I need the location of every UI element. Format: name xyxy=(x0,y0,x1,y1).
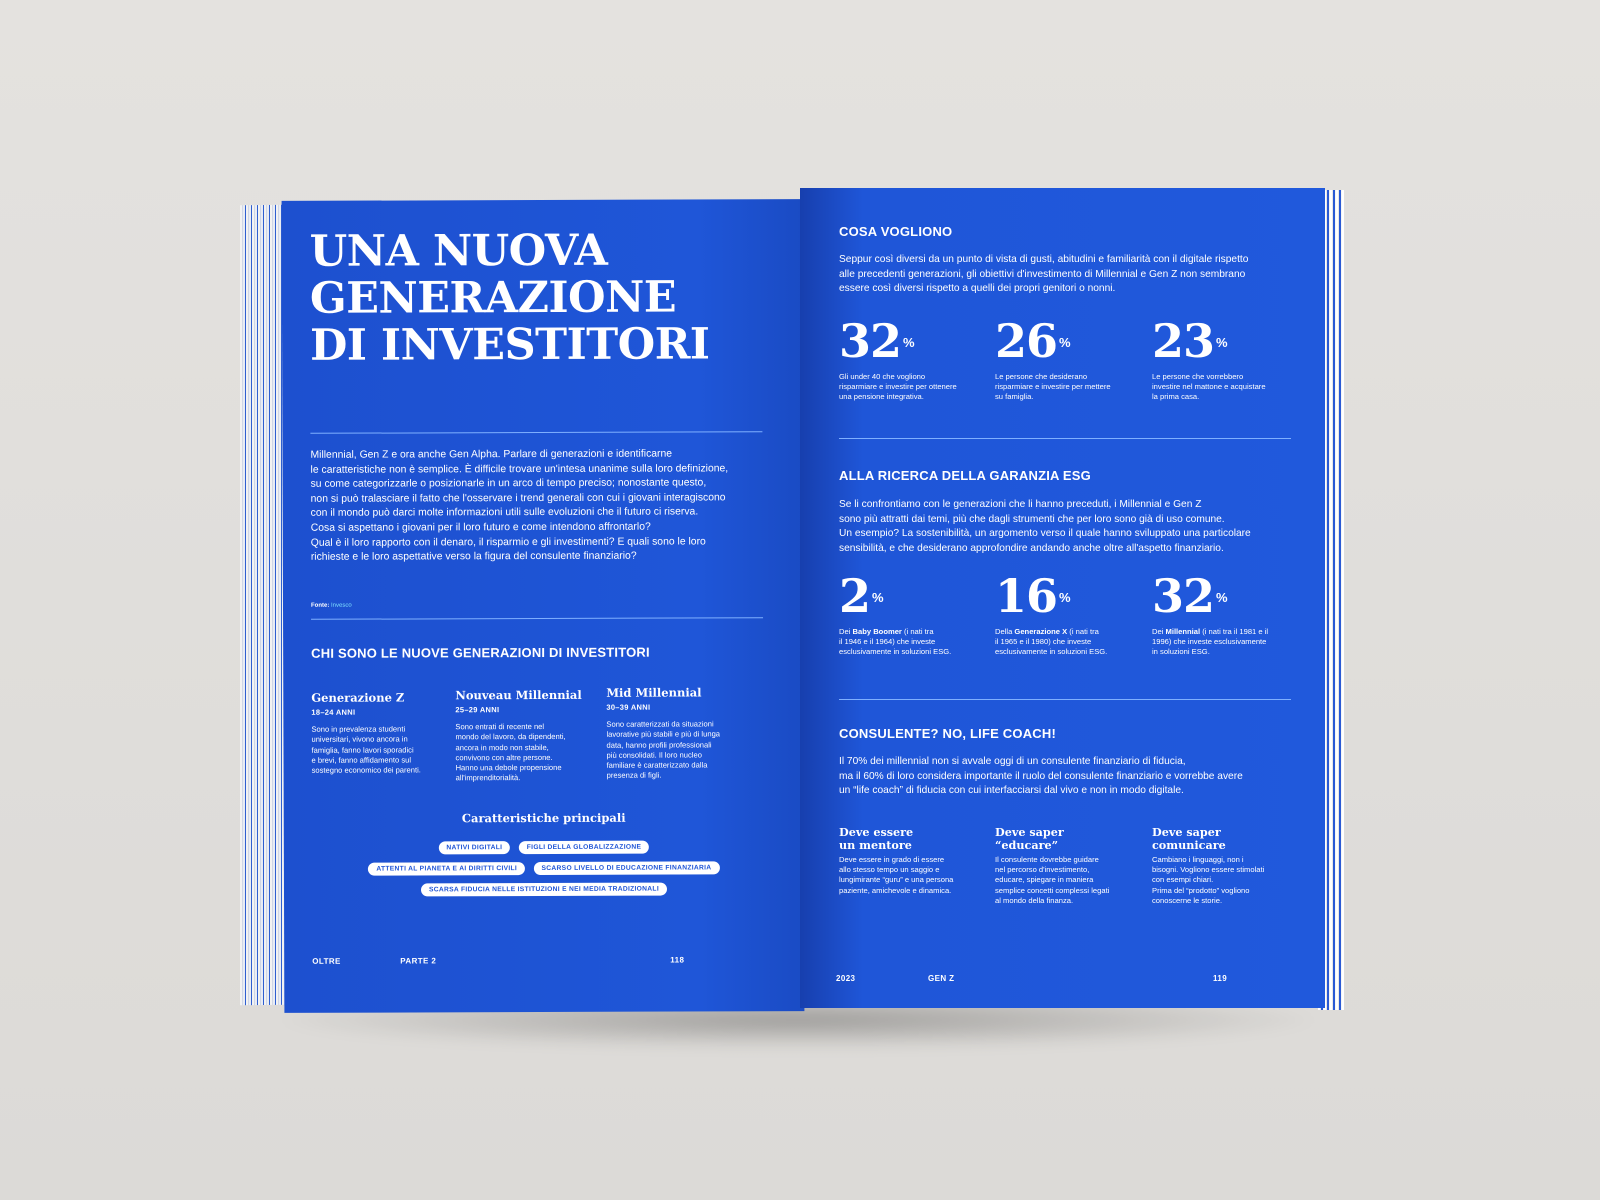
percent-sign: % xyxy=(903,335,914,350)
stat-description: Dei Baby Boomer (i nati tra il 1946 e il 1964) che investe esclusivamente in soluzioni ESG. xyxy=(839,627,952,657)
stat-value: 16 % xyxy=(995,569,1070,623)
percent-sign: % xyxy=(1059,335,1070,350)
title-line: DI INVESTITORI xyxy=(310,319,710,371)
source-label: Fonte: xyxy=(310,602,330,609)
intro-line: Qual è il loro rapporto con il denaro, il risparmio e gli investimenti? E quali sono le loro xyxy=(310,535,706,549)
stat-description: Della Generazione X (i nati tra il 1965 e il 1980) che investe esclusivamente in soluzioni ESG. xyxy=(995,627,1108,657)
source-note xyxy=(311,603,352,609)
percent-sign: % xyxy=(1216,335,1227,350)
stat-value: 26 % xyxy=(995,314,1070,368)
generation-age: 18–24 ANNI xyxy=(311,707,356,717)
footer-section: GEN Z xyxy=(928,974,955,983)
footer-section: PARTE 2 xyxy=(400,956,437,966)
coach-heading: Deve saper “educare” xyxy=(995,825,1064,852)
coach-description: Il consulente dovrebbe guidare nel percorso d'investimento, educare, spiegare in maniera semplice concetti complessi legati al mondo della finanza. xyxy=(995,855,1110,905)
percent-sign: % xyxy=(1216,590,1227,605)
footer-magazine: OLTRE xyxy=(312,956,341,966)
section-paragraph: Se li confrontiamo con le generazioni che li hanno preceduti, i Millennial e Gen Z sono più attratti dai temi, più che dagli strumenti che per loro sono già di uso comune. Un esempio? La sostenibilità, un argomento verso il quale hanno sviluppato una particolare sensibilità, e che desiderano approfondire andando anche oltre all'aspetto finanziario. xyxy=(839,499,1251,554)
generation-age: 25–29 ANNI xyxy=(455,705,500,715)
trait-pill: SCARSO LIVELLO DI EDUCAZIONE FINANZIARIA xyxy=(534,861,720,875)
left-page-edges xyxy=(240,205,286,1005)
stat-description: Le persone che vorrebbero investire nel mattone e acquistare la prima casa. xyxy=(1152,372,1266,402)
stat-value: 32 % xyxy=(1152,569,1227,623)
page-number: 119 xyxy=(1213,974,1228,983)
stat-description: Dei Millennial (i nati tra il 1981 e il 1996) che investe esclusivamente in soluzioni ESG. xyxy=(1152,627,1269,657)
main-title xyxy=(310,227,790,370)
stat-value: 2 % xyxy=(839,569,883,623)
left-page xyxy=(282,199,805,1013)
stat-block xyxy=(995,314,1133,403)
stat-description: Gli under 40 che vogliono risparmiare e investire per ottenere una pensione integrativa. xyxy=(839,372,957,402)
generation-name: Nouveau Millennial xyxy=(455,687,582,703)
right-page xyxy=(800,188,1325,1008)
coach-description: Deve essere in grado di essere allo stesso tempo un saggio e lungimirante “guru” e una persona paziente, amichevole e dinamica. xyxy=(839,855,954,895)
trait-pill: NATIVI DIGITALI xyxy=(438,841,510,854)
coach-heading: Deve essere un mentore xyxy=(839,825,914,852)
section-title-esg: ALLA RICERCA DELLA GARANZIA ESG xyxy=(839,468,1091,483)
coach-heading: Deve saper comunicare xyxy=(1152,825,1226,852)
intro-paragraph xyxy=(310,447,750,565)
divider xyxy=(311,617,763,620)
intro-line: Cosa si aspettano i giovani per il loro futuro e come intendono affrontarlo? xyxy=(310,521,651,534)
section-title-life-coach: CONSULENTE? NO, LIFE COACH! xyxy=(839,726,1057,741)
section-title-generations: CHI SONO LE NUOVE GENERAZIONI DI INVESTITORI xyxy=(311,644,650,661)
intro-line: con il mondo può darci molte informazioni utili sulle evoluzioni che il futuro ci riserva. xyxy=(310,506,699,520)
traits-pills xyxy=(324,835,764,900)
stat-description: Le persone che desiderano risparmiare e investire per mettere su famiglia. xyxy=(995,372,1111,402)
section-paragraph: Seppur così diversi da un punto di vista di gusti, abitudini e familiarità con il digitale rispetto alle precedenti generazioni, gli obiettivi d'investimento di Millennial e Gen Z non sembrano essere così diversi rispetto a quelli dei propri genitori o nonni. xyxy=(839,254,1249,295)
coach-column xyxy=(1152,826,1292,906)
percent-sign: % xyxy=(1059,590,1070,605)
title-line: UNA NUOVA xyxy=(309,225,608,277)
trait-pill: ATTENTI AL PIANETA E AI DIRITTI CIVILI xyxy=(368,862,525,876)
title-line: GENERAZIONE xyxy=(309,272,677,324)
generation-column xyxy=(455,688,595,784)
section-paragraph: Il 70% dei millennial non si avvale oggi di un consulente finanziario di fiducia, ma il 60% di loro considera importante il ruolo del consulente finanziario e vorrebbe avere un “life coach” di fiducia con cui interfacciarsi dal vivo e non in modo digitale. xyxy=(839,756,1243,797)
generation-name: Mid Millennial xyxy=(606,685,702,700)
divider xyxy=(839,438,1291,439)
stat-block xyxy=(839,569,977,658)
trait-pill: FIGLI DELLA GLOBALIZZAZIONE xyxy=(519,841,650,854)
intro-line: le caratteristiche non è semplice. È difficile trovare un'intesa unanime sulla loro definizione, xyxy=(310,462,729,476)
generation-column xyxy=(311,690,451,776)
intro-line: richieste e le loro aspettative verso la figura del consulente finanziario? xyxy=(310,550,637,563)
stat-block xyxy=(995,569,1133,658)
intro-line: su come categorizzarle o posizionarle in un arco di tempo preciso; nonostante questo, xyxy=(310,477,707,490)
generation-age: 30–39 ANNI xyxy=(606,702,651,712)
divider xyxy=(310,431,762,434)
traits-title: Caratteristiche principali xyxy=(461,810,626,826)
page-number: 118 xyxy=(670,955,685,965)
generation-description: Sono caratterizzati da situazioni lavorative più stabili e più di lunga data, hanno profili professionali più consolidati. Il loro nucleo familiare è caratterizzato dalla presenza di figli. xyxy=(606,719,721,781)
coach-column xyxy=(839,826,979,896)
stat-value: 23 % xyxy=(1152,314,1227,368)
stat-block xyxy=(1152,314,1290,403)
percent-sign: % xyxy=(872,590,883,605)
section-title-cosa-vogliono: COSA VOGLIONO xyxy=(839,224,953,239)
stat-block xyxy=(1152,569,1290,658)
intro-line: non si può tralasciare il fatto che l'osservare i trend generali con cui i giovani interagiscono xyxy=(310,492,726,505)
generation-description: Sono entrati di recente nel mondo del lavoro, da dipendenti, ancora in modo non stabile, convivono con altre persone. Hanno una debole propensione all'imprenditorialità. xyxy=(455,721,566,783)
divider xyxy=(839,699,1291,700)
generation-description: Sono in prevalenza studenti universitari, vivono ancora in famiglia, fanno lavori sporadici e brevi, fanno affidamento sul sostegno economico dei parenti. xyxy=(311,724,421,775)
generation-column xyxy=(606,685,746,781)
stat-value: 32 % xyxy=(839,314,914,368)
coach-column xyxy=(995,826,1135,906)
stat-block xyxy=(839,314,977,403)
footer-year: 2023 xyxy=(836,974,856,983)
trait-pill: SCARSA FIDUCIA NELLE ISTITUZIONI E NEI MEDIA TRADIZIONALI xyxy=(421,883,667,897)
intro-line: Millennial, Gen Z e ora anche Gen Alpha. Parlare di generazioni e identificarne xyxy=(310,448,673,461)
generation-name: Generazione Z xyxy=(311,690,405,705)
source-value: Invesco xyxy=(330,602,352,609)
coach-description: Cambiano i linguaggi, non i bisogni. Vogliono essere stimolati con esempi chiari. Prima del “prodotto” vogliono conoscerne le storie. xyxy=(1152,855,1265,905)
